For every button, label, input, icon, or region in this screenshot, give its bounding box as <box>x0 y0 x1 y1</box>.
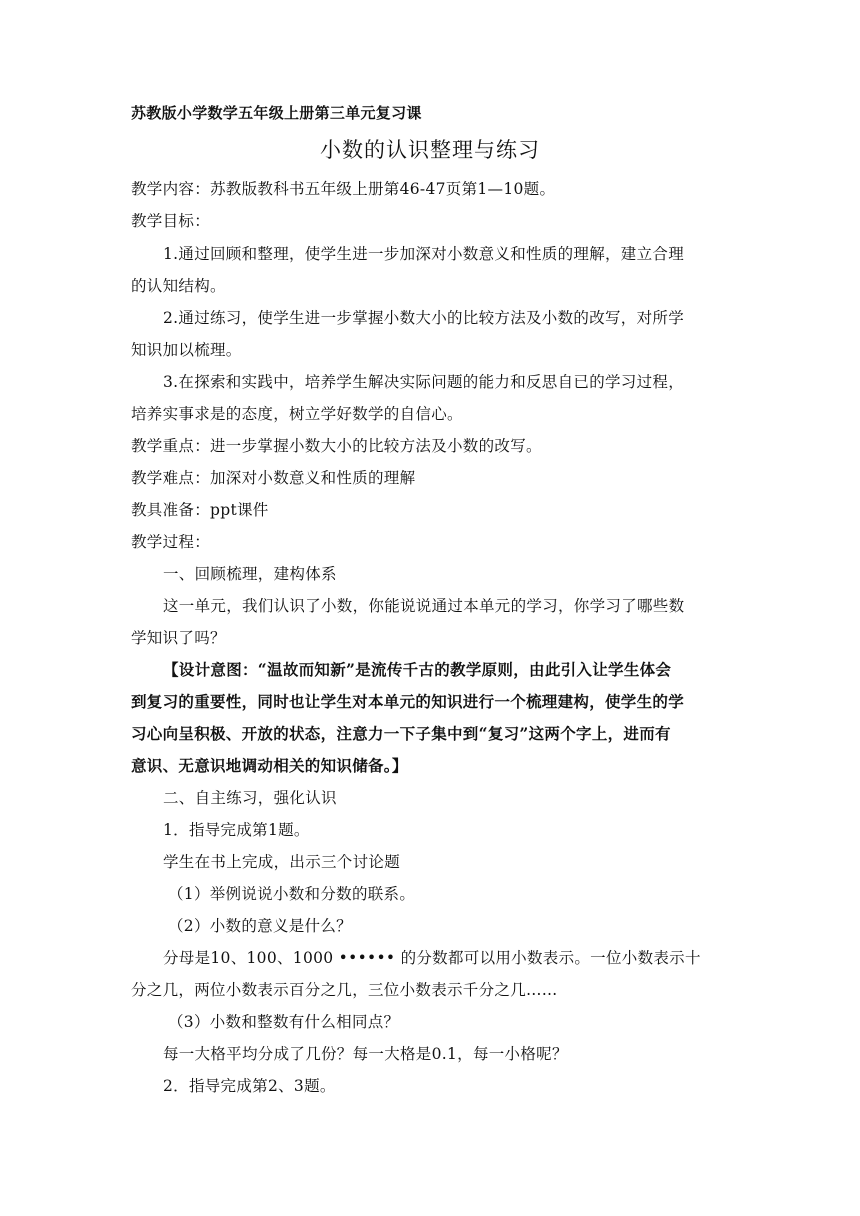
design-intent-line-4: 意识、无意识地调动相关的知识储备。】 <box>131 756 408 775</box>
goal-3-line-1: 3.在探索和实践中，培养学生解决实际问题的能力和反思自已的学习过程， <box>163 373 684 391</box>
document-header: 苏教版小学数学五年级上册第三单元复习课 <box>131 104 422 122</box>
design-intent-line-3: 习心向呈积极、开放的状态，注意力一下子集中到“复习”这两个字上，进而有 <box>131 724 671 743</box>
answer-2-line-1: 分母是10、100、1000 •••••• 的分数都可以用小数表示。一位小数表示十 <box>163 949 701 967</box>
exercise-1-intro: 学生在书上完成，出示三个讨论题 <box>163 853 401 871</box>
teaching-process-heading: 教学过程： <box>131 533 211 551</box>
design-intent-line-2: 到复习的重要性，同时也让学生对本单元的知识进行一个梳理建构，使学生的学 <box>131 692 685 711</box>
design-intent-line-1: 【设计意图：“温故而知新”是流传千古的教学原则，由此引入让学生体会 <box>163 660 672 679</box>
teaching-focus: 教学重点：进一步掌握小数大小的比较方法及小数的改写。 <box>131 437 542 455</box>
section-1-para-line-1: 这一单元，我们认识了小数，你能说说通过本单元的学习，你学习了哪些数 <box>163 597 685 615</box>
teaching-aids: 教具准备：ppt课件 <box>131 501 269 519</box>
section-2-heading: 二、自主练习，强化认识 <box>163 789 337 807</box>
goal-3-line-2: 培养实事求是的态度，树立学好数学的自信心。 <box>131 405 463 423</box>
teaching-difficulty: 教学难点：加深对小数意义和性质的理解 <box>131 469 416 487</box>
goal-2-line-1: 2.通过练习，使学生进一步掌握小数大小的比较方法及小数的改写，对所学 <box>163 309 684 327</box>
goal-2-line-2: 知识加以梳理。 <box>131 341 242 359</box>
question-3: （3）小数和整数有什么相同点？ <box>168 1013 400 1031</box>
answer-2-line-2: 分之几，两位小数表示百分之几，三位小数表示千分之几…… <box>131 981 558 999</box>
page-title: 小数的认识整理与练习 <box>320 138 540 162</box>
goal-1-line-2: 的认知结构。 <box>131 277 226 295</box>
teaching-content: 教学内容：苏教版教科书五年级上册第46-47页第1—10题。 <box>131 180 556 198</box>
teaching-goals-heading: 教学目标： <box>131 212 211 230</box>
goal-1-line-1: 1.通过回顾和整理，使学生进一步加深对小数意义和性质的理解，建立合理 <box>163 245 684 263</box>
section-1-para-line-2: 学知识了吗？ <box>131 629 226 647</box>
question-1: （1）举例说说小数和分数的联系。 <box>168 885 416 903</box>
exercise-2-heading: 2．指导完成第2、3题。 <box>163 1077 336 1095</box>
answer-3: 每一大格平均分成了几份？每一大格是0.1，每一小格呢？ <box>163 1045 568 1063</box>
section-1-heading: 一、回顾梳理，建构体系 <box>163 565 337 583</box>
exercise-1-heading: 1．指导完成第1题。 <box>163 821 310 839</box>
question-2: （2）小数的意义是什么？ <box>168 917 352 935</box>
